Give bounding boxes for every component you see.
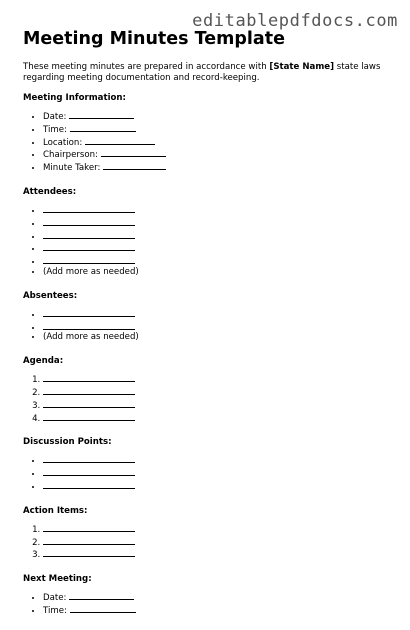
- attendees-heading: Attendees:: [23, 186, 77, 197]
- attendee-blank[interactable]: [43, 230, 135, 239]
- agenda-list: [23, 373, 395, 424]
- watermark: editablepdfdocs.com: [192, 11, 398, 31]
- attendee-blank[interactable]: [43, 255, 135, 264]
- discussion-list: [23, 454, 395, 492]
- list-item: [43, 242, 395, 255]
- minute-taker-blank[interactable]: [103, 161, 166, 170]
- field-location: • Location:: [43, 136, 395, 149]
- next-field-date: • Date:: [43, 591, 395, 604]
- action-blank[interactable]: [43, 523, 135, 532]
- attendee-blank[interactable]: [43, 242, 135, 251]
- list-item: [43, 412, 395, 425]
- absentees-heading: Absentees:: [23, 290, 78, 301]
- meeting-info-heading: Meeting Information:: [23, 93, 126, 103]
- discussion-blank[interactable]: [43, 480, 135, 489]
- list-item: [43, 386, 395, 399]
- time-blank[interactable]: [70, 123, 136, 132]
- intro-paragraph: [23, 62, 395, 84]
- action-blank[interactable]: [43, 536, 135, 545]
- agenda-blank[interactable]: [43, 373, 135, 382]
- list-item: [43, 467, 395, 480]
- location-blank[interactable]: [85, 136, 155, 145]
- attendee-blank[interactable]: [43, 204, 135, 213]
- list-item: [43, 217, 395, 230]
- meeting-info-list: [23, 110, 395, 174]
- agenda-blank[interactable]: [43, 412, 135, 421]
- date-blank[interactable]: [69, 110, 134, 119]
- next-field-time: • Time:: [43, 604, 395, 617]
- absentees-note: • (Add more as needed): [43, 333, 395, 343]
- list-item: [43, 399, 395, 412]
- state-name-placeholder: [State Name]: [269, 62, 335, 72]
- attendees-note: • (Add more as needed): [43, 268, 395, 278]
- next-meeting-heading: Next Meeting:: [23, 574, 92, 585]
- attendee-blank[interactable]: [43, 217, 135, 226]
- discussion-blank[interactable]: [43, 454, 135, 463]
- absentees-list: [23, 308, 395, 343]
- list-item: [43, 548, 395, 561]
- list-item: [43, 230, 395, 243]
- field-date: • Date:: [43, 110, 395, 123]
- agenda-blank[interactable]: [43, 386, 135, 395]
- next-time-blank[interactable]: [70, 604, 136, 613]
- action-blank[interactable]: [43, 548, 135, 557]
- actions-heading: Action Items:: [23, 505, 88, 516]
- intro-text-after: state laws regarding meeting documentation and record-keeping.: [23, 62, 381, 83]
- field-chairperson: • Chairperson:: [43, 148, 395, 161]
- next-date-blank[interactable]: [69, 591, 134, 600]
- intro-text-before: These meeting minutes are prepared in accordance with: [23, 62, 270, 72]
- next-meeting-list: [23, 591, 395, 617]
- list-item: [43, 373, 395, 386]
- list-item: [43, 308, 395, 321]
- chairperson-blank[interactable]: [101, 148, 166, 157]
- document-page: [23, 28, 395, 630]
- agenda-blank[interactable]: [43, 399, 135, 408]
- list-item: [43, 480, 395, 493]
- attendees-list: [23, 204, 395, 278]
- discussion-heading: Discussion Points:: [23, 437, 112, 448]
- agenda-heading: Agenda:: [23, 356, 64, 367]
- list-item: [43, 536, 395, 549]
- list-item: [43, 454, 395, 467]
- field-time: • Time:: [43, 123, 395, 136]
- absentee-blank[interactable]: [43, 321, 135, 330]
- actions-list: [23, 523, 395, 561]
- discussion-blank[interactable]: [43, 467, 135, 476]
- absentee-blank[interactable]: [43, 308, 135, 317]
- list-item: [43, 523, 395, 536]
- document-title: Meeting Minutes Template: [23, 29, 285, 49]
- list-item: [43, 204, 395, 217]
- field-minute-taker: • Minute Taker:: [43, 161, 395, 174]
